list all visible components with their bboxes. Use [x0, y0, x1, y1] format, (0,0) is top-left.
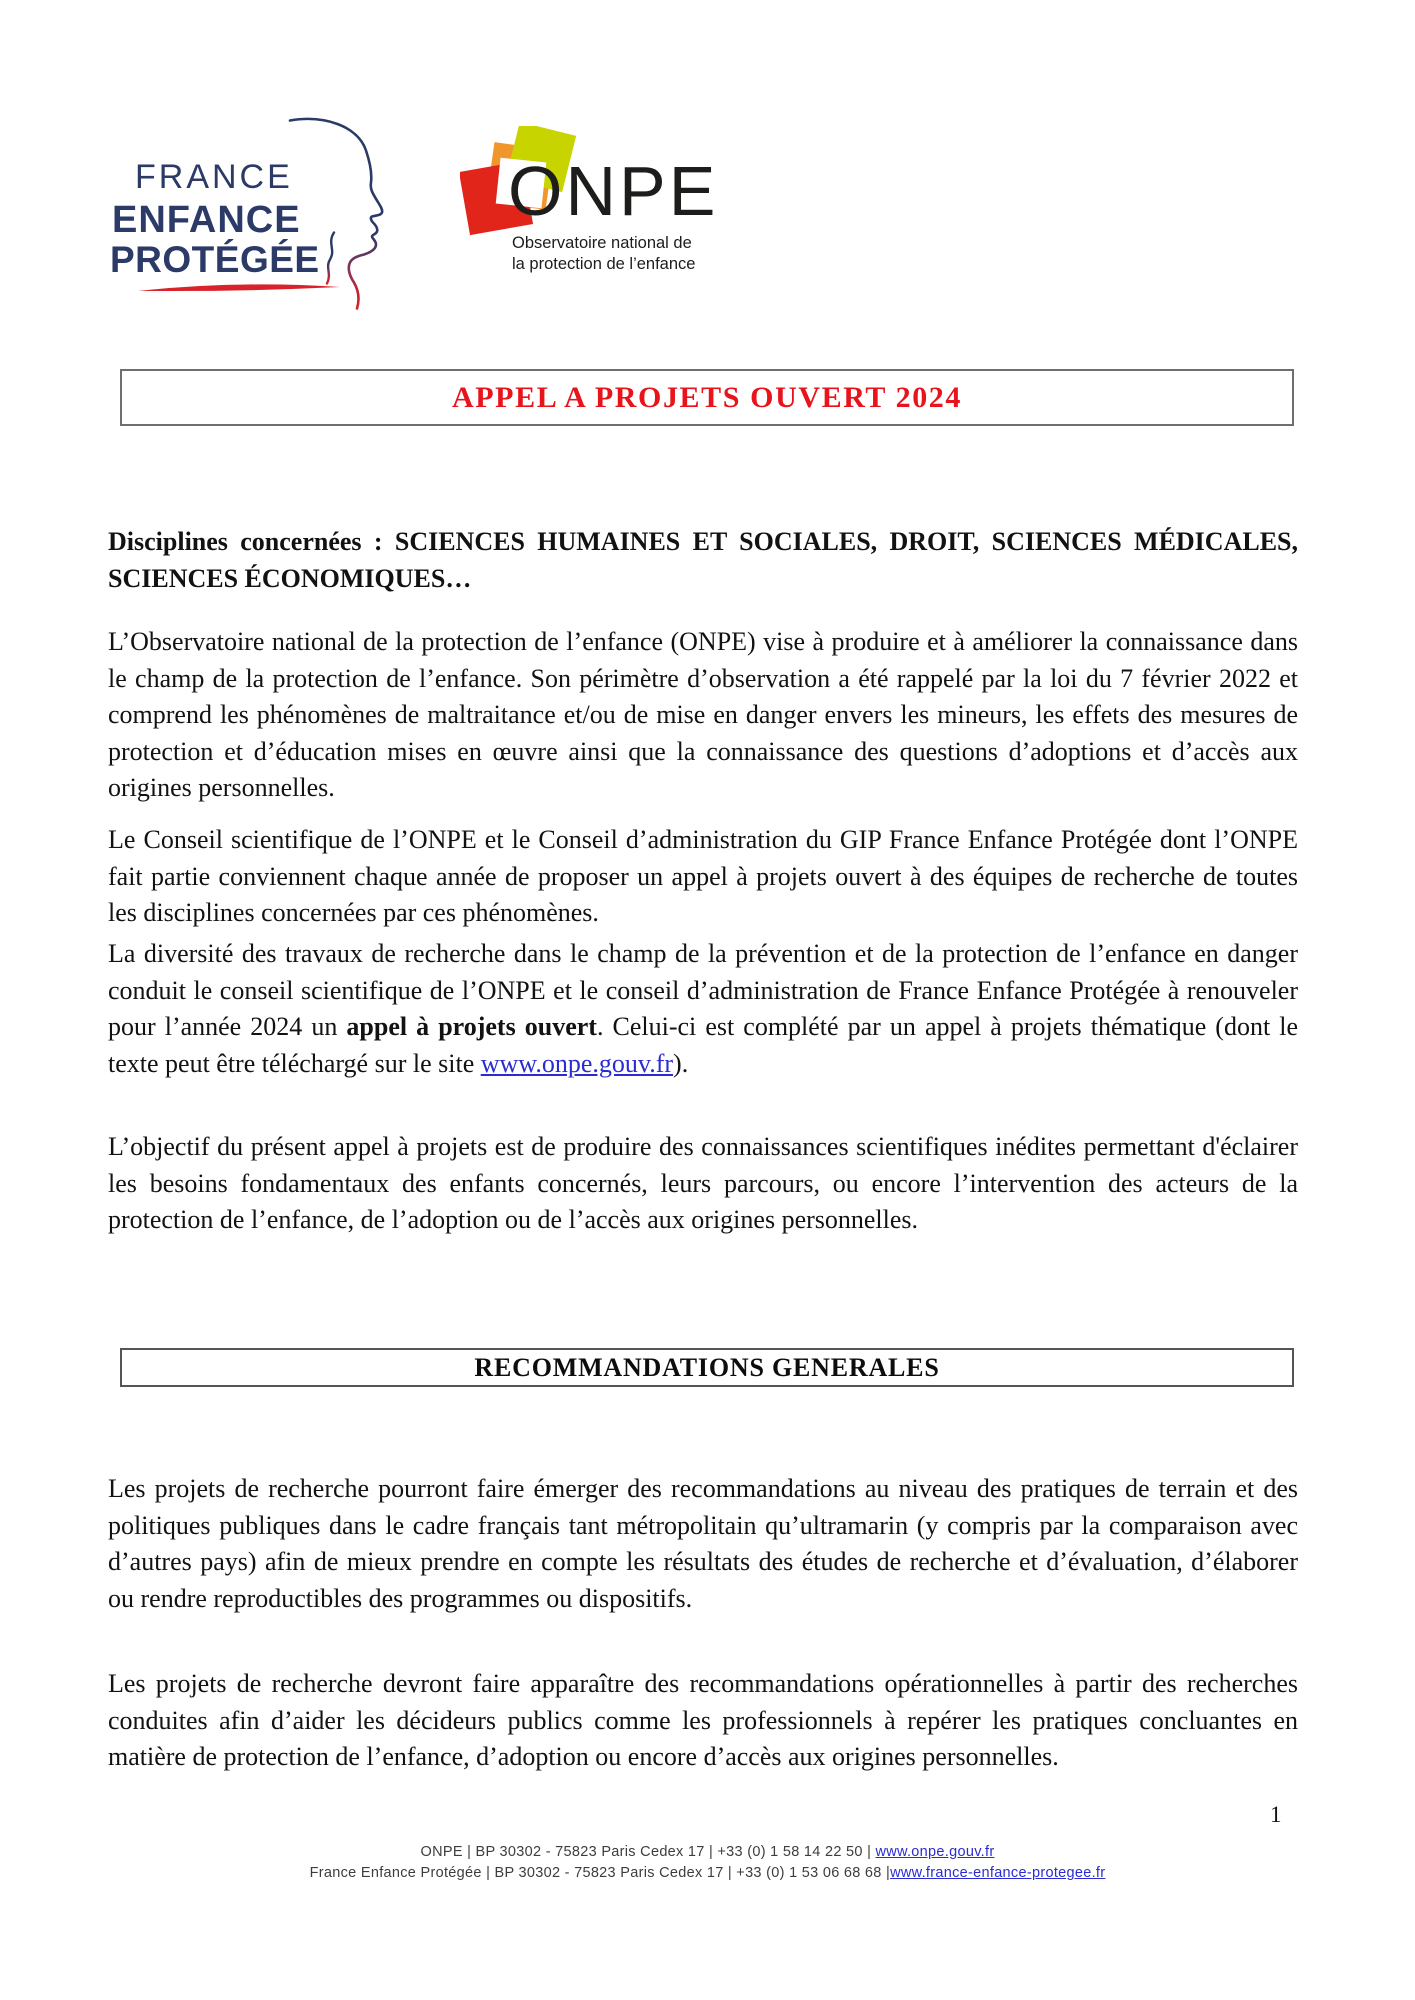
footer-line-1-text: ONPE | BP 30302 - 75823 Paris Cedex 17 | +33 (0) 1 58 14 22 50 |: [420, 1844, 876, 1860]
footer-line-1: [0, 1842, 1415, 1863]
footer-fep-link[interactable]: www.france-enfance-protegee.fr: [890, 1865, 1106, 1881]
body-paragraph-2: Le Conseil scientifique de l’ONPE et le Conseil d’administration du GIP France Enfance Protégée dont l’ONPE fait partie conviennent chaque année de proposer un appel à projets ouvert à des équipes de recherche de toutes les disciplines concernées par ces phénomènes.: [108, 825, 1298, 927]
section-banner: [120, 1348, 1294, 1387]
fep-logo-text-protegee: PROTÉGÉE: [110, 239, 320, 280]
disciplines-heading: Disciplines concernées : SCIENCES HUMAINES ET SOCIALES, DROIT, SCIENCES MÉDICALES, SCIENCES ÉCONOMIQUES…: [108, 527, 1298, 593]
body-paragraph-5: Les projets de recherche pourront faire émerger des recommandations au niveau des pratiques de terrain et des politiques publiques dans le cadre français tant métropolitain qu’ultramarin (y compris par la comparaison avec d’autres pays) afin de mieux prendre en compte les résultats des études de recherche et d’évaluation, d’élaborer ou rendre reproductibles des programmes ou dispositifs.: [108, 1474, 1298, 1613]
onpe-logo: [462, 120, 742, 300]
body-paragraph-6: Les projets de recherche devront faire apparaître des recommandations opérationnelles à partir des recherches conduites afin d’aider les décideurs publics comme les professionnels à repérer les pratiques concluantes en matière de protection de l’enfance, d’adoption ou encore d’accès aux origines personnelles.: [108, 1669, 1298, 1771]
paragraph-3-text-continued: . Celui-ci est complété par un appel à projets thématique (dont le texte peut être téléchargé sur le site: [108, 1012, 1298, 1078]
onpe-acronym: ONPE: [508, 152, 719, 230]
footer-onpe-link[interactable]: www.onpe.gouv.fr: [875, 1844, 995, 1860]
title-banner: [120, 369, 1294, 426]
footer-line-2-text: France Enfance Protégée | BP 30302 - 75823 Paris Cedex 17 | +33 (0) 1 53 06 68 68 |: [309, 1865, 891, 1881]
page-footer: [0, 1842, 1415, 1884]
fep-logo-text-france: FRANCE: [135, 158, 293, 196]
onpe-subtitle: [512, 233, 695, 275]
fep-logo-text-enfance: ENFANCE: [112, 199, 301, 241]
body-paragraph-1: L’Observatoire national de la protection de l’enfance (ONPE) vise à produire et à améliorer la connaissance dans le champ de la protection de l’enfance. Son périmètre d’observation a été rappelé par la loi du 7 février 2022 et comprend les phénomènes de maltraitance et/ou de mise en danger envers les mineurs, les effets des mesures de protection et d’éducation mises en œuvre ainsi que la connaissance des questions d’adoptions et d’accès aux origines personnelles.: [108, 627, 1298, 802]
paragraph-3-bold-phrase: appel à projets ouvert: [346, 1012, 597, 1041]
body-paragraph-3: [108, 936, 1298, 1082]
body-paragraph-4: L’objectif du présent appel à projets est de produire des connaissances scientifiques inédites permettant d'éclairer les besoins fondamentaux des enfants concernés, leurs parcours, ou encore l’intervention des acteurs de la protection de l’enfance, de l’adoption ou de l’accès aux origines personnelles.: [108, 1132, 1298, 1234]
france-enfance-protegee-logo: [108, 112, 408, 327]
footer-line-2: [0, 1863, 1415, 1884]
document-title: APPEL A PROJETS OUVERT 2024: [451, 380, 963, 414]
onpe-subtitle-line1: Observatoire national de: [512, 234, 692, 252]
face-profile-icon: [280, 114, 400, 319]
paragraph-3-closing: ).: [673, 1048, 689, 1078]
onpe-website-link[interactable]: www.onpe.gouv.fr: [480, 1048, 674, 1078]
paragraph-3-text: La diversité des travaux de recherche dans le champ de la prévention et de la protection de l’enfance en danger conduit le conseil scientifique de l’ONPE et le conseil d’administration de France Enfance Protégée à renouveler pour l’année 2024 un: [108, 939, 1298, 1041]
section-title: RECOMMANDATIONS GENERALES: [474, 1352, 940, 1382]
onpe-subtitle-line2: la protection de l’enfance: [512, 255, 696, 273]
page-number: 1: [1270, 1802, 1282, 1827]
